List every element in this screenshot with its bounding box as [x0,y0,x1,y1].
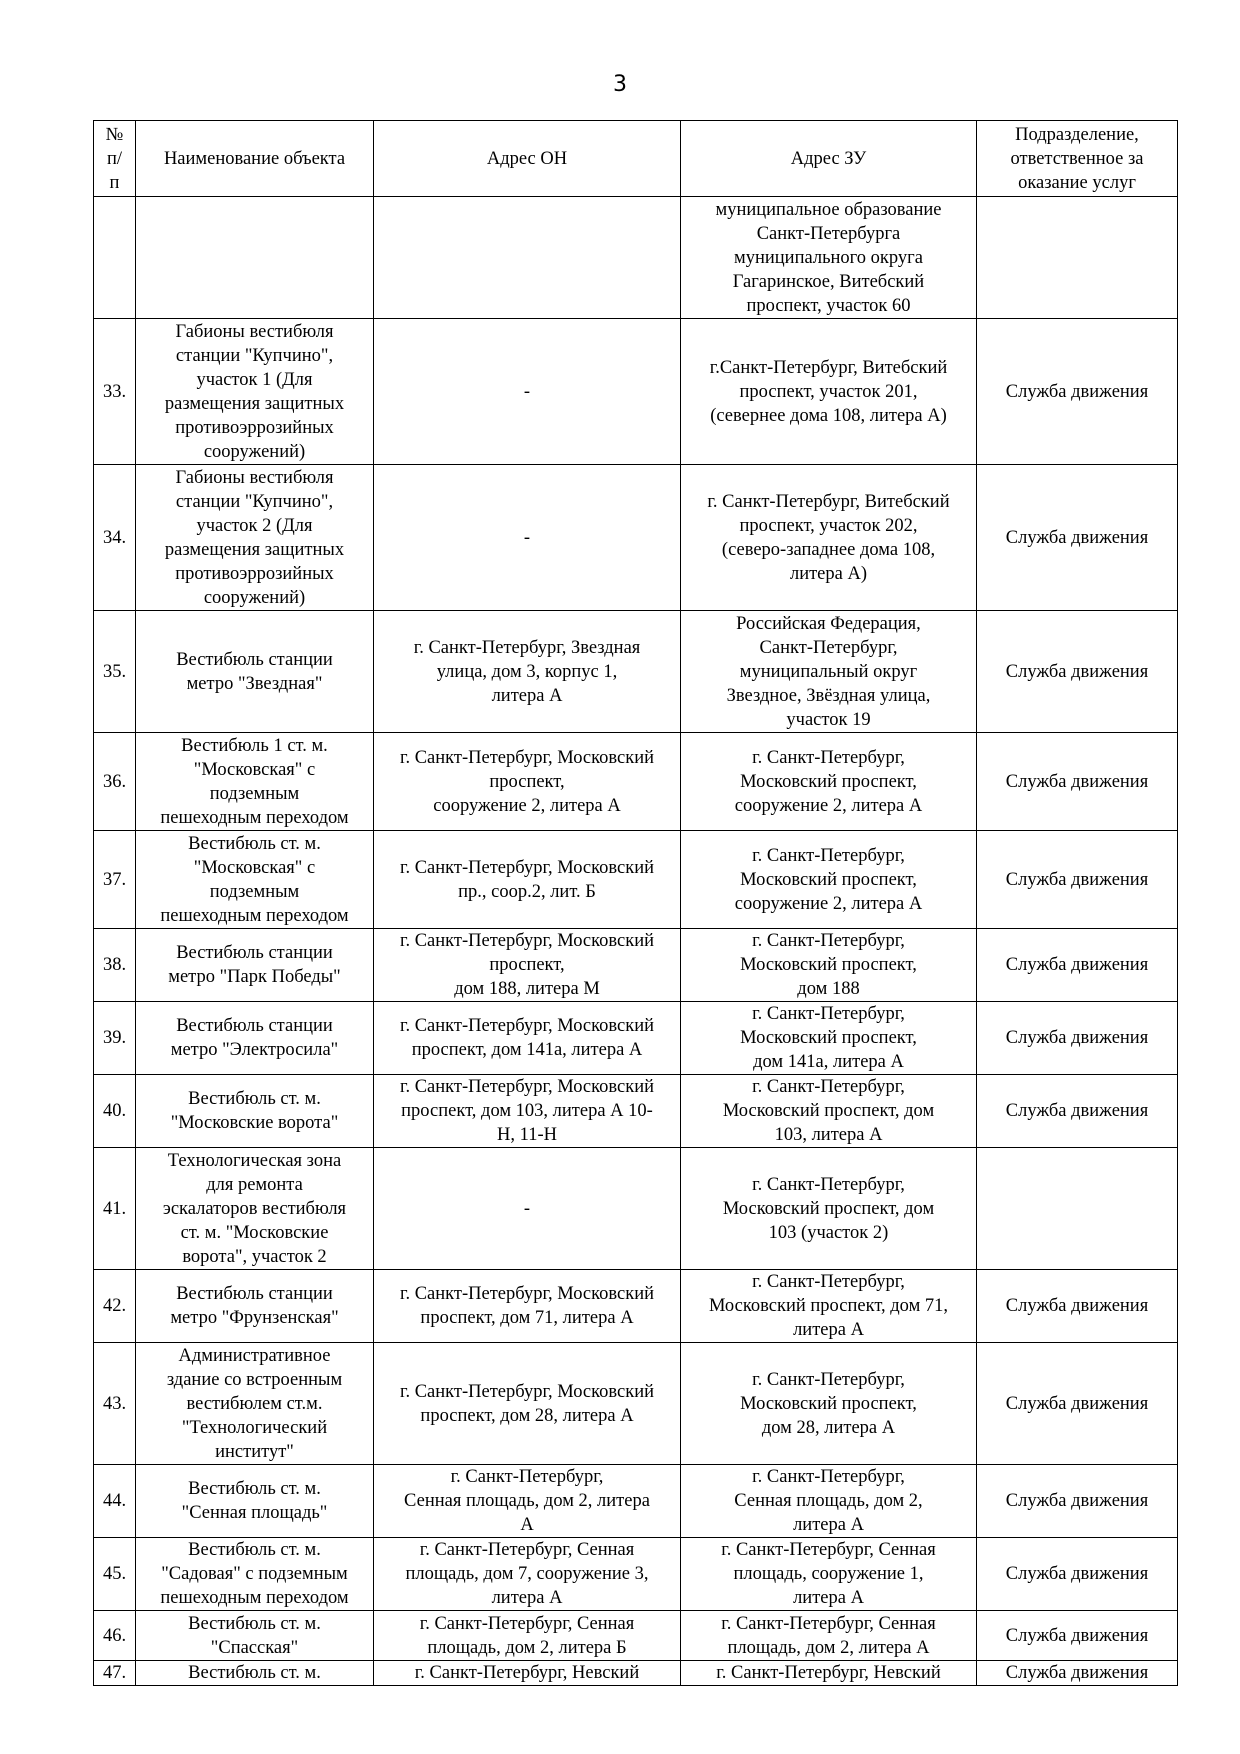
table-header-row [94,121,1178,197]
cell-division: Служба движения [977,733,1178,831]
cell-address-on: г. Санкт-Петербург, Московский проспект, сооружение 2, литера А [374,733,681,831]
header-number: № п/ п [94,121,136,197]
table-row [94,1538,1178,1611]
cell-division: Служба движения [977,1538,1178,1611]
cell-address-on: г. Санкт-Петербург, Московский проспект, дом 188, литера М [374,929,681,1002]
cell-number: 45. [94,1538,136,1611]
cell-division: Служба движения [977,929,1178,1002]
cell-address-zu: г. Санкт-Петербург, Московский проспект, сооружение 2, литера А [681,733,977,831]
cell-address-zu: г. Санкт-Петербург, Сенная площадь, дом 2, литера А [681,1465,977,1538]
cell-number [94,197,136,319]
table-row [94,1465,1178,1538]
cell-address-on: г. Санкт-Петербург, Сенная площадь, дом 2, литера Б [374,1611,681,1661]
cell-address-on: - [374,1148,681,1270]
cell-address-zu: г. Санкт-Петербург, Московский проспект, дом 188 [681,929,977,1002]
table-row [94,1611,1178,1661]
cell-division: Служба движения [977,1465,1178,1538]
table-row [94,1002,1178,1075]
cell-object-name: Вестибюль ст. м. "Московские ворота" [136,1075,374,1148]
cell-object-name: Вестибюль ст. м. "Сенная площадь" [136,1465,374,1538]
cell-object-name: Административное здание со встроенным вестибюлем ст.м. "Технологический институт" [136,1343,374,1465]
cell-address-zu: г. Санкт-Петербург, Московский проспект, дом 141а, литера А [681,1002,977,1075]
cell-address-zu: г.Санкт-Петербург, Витебский проспект, участок 201, (севернее дома 108, литера А) [681,319,977,465]
cell-address-zu: г. Санкт-Петербург, Московский проспект, дом 103, литера А [681,1075,977,1148]
cell-object-name: Технологическая зона для ремонта эскалаторов вестибюля ст. м. "Московские ворота", участок 2 [136,1148,374,1270]
cell-address-on [374,197,681,319]
cell-object-name: Вестибюль ст. м. "Садовая" с подземным пешеходным переходом [136,1538,374,1611]
cell-division: Служба движения [977,611,1178,733]
cell-address-on: г. Санкт-Петербург, Сенная площадь, дом 7, сооружение 3, литера А [374,1538,681,1611]
cell-address-on: г. Санкт-Петербург, Сенная площадь, дом 2, литера А [374,1465,681,1538]
cell-address-zu: г. Санкт-Петербург, Московский проспект, сооружение 2, литера А [681,831,977,929]
table-row [94,733,1178,831]
table-row [94,611,1178,733]
page-number: 3 [613,72,627,97]
cell-address-on: г. Санкт-Петербург, Московский проспект, дом 28, литера А [374,1343,681,1465]
cell-number: 40. [94,1075,136,1148]
cell-object-name: Вестибюль ст. м. "Спасская" [136,1611,374,1661]
cell-object-name: Габионы вестибюля станции "Купчино", участок 1 (Для размещения защитных противоэррозийных сооружений) [136,319,374,465]
cell-object-name: Вестибюль станции метро "Парк Победы" [136,929,374,1002]
cell-address-zu: г. Санкт-Петербург, Московский проспект, дом 71, литера А [681,1270,977,1343]
cell-address-on: г. Санкт-Петербург, Московский проспект, дом 141а, литера А [374,1002,681,1075]
cell-number: 42. [94,1270,136,1343]
cell-object-name: Вестибюль ст. м. "Московская" с подземным пешеходным переходом [136,831,374,929]
cell-number: 37. [94,831,136,929]
cell-number: 35. [94,611,136,733]
objects-table [93,120,1178,1686]
cell-division: Служба движения [977,1002,1178,1075]
header-address-zu: Адрес ЗУ [681,121,977,197]
cell-number: 33. [94,319,136,465]
cell-number: 46. [94,1611,136,1661]
cell-number: 39. [94,1002,136,1075]
table-row [94,929,1178,1002]
cell-number: 41. [94,1148,136,1270]
cell-address-on: г. Санкт-Петербург, Московский пр., соор.2, лит. Б [374,831,681,929]
table-row [94,319,1178,465]
cell-address-on: г. Санкт-Петербург, Невский [374,1661,681,1686]
cell-object-name: Вестибюль станции метро "Звездная" [136,611,374,733]
cell-number: 47. [94,1661,136,1686]
cell-address-zu: г. Санкт-Петербург, Московский проспект, дом 103 (участок 2) [681,1148,977,1270]
table-row [94,831,1178,929]
cell-number: 38. [94,929,136,1002]
table-row [94,1661,1178,1686]
table-row [94,1343,1178,1465]
cell-address-on: г. Санкт-Петербург, Московский проспект, дом 103, литера А 10- Н, 11-Н [374,1075,681,1148]
header-division: Подразделение, ответственное за оказание услуг [977,121,1178,197]
cell-address-zu: г. Санкт-Петербург, Московский проспект, дом 28, литера А [681,1343,977,1465]
cell-object-name: Вестибюль 1 ст. м. "Московская" с подземным пешеходным переходом [136,733,374,831]
cell-division: Служба движения [977,319,1178,465]
table-row [94,1075,1178,1148]
cell-address-zu: г. Санкт-Петербург, Невский [681,1661,977,1686]
header-address-on: Адрес ОН [374,121,681,197]
cell-number: 34. [94,465,136,611]
cell-address-on: г. Санкт-Петербург, Звездная улица, дом 3, корпус 1, литера А [374,611,681,733]
cell-address-zu: г. Санкт-Петербург, Сенная площадь, сооружение 1, литера А [681,1538,977,1611]
cell-address-on: - [374,319,681,465]
cell-division: Служба движения [977,1270,1178,1343]
cell-address-zu: муниципальное образование Санкт-Петербурга муниципального округа Гагаринское, Витебский проспект, участок 60 [681,197,977,319]
cell-object-name: Вестибюль станции метро "Электросила" [136,1002,374,1075]
table-row [94,197,1178,319]
cell-division: Служба движения [977,1611,1178,1661]
cell-object-name [136,197,374,319]
cell-division: Служба движения [977,1661,1178,1686]
cell-address-on: - [374,465,681,611]
cell-division [977,197,1178,319]
table-row [94,1148,1178,1270]
table-row [94,1270,1178,1343]
cell-address-zu: г. Санкт-Петербург, Сенная площадь, дом 2, литера А [681,1611,977,1661]
table-row [94,465,1178,611]
cell-division [977,1148,1178,1270]
cell-address-zu: г. Санкт-Петербург, Витебский проспект, участок 202, (северо-западнее дома 108, литера А) [681,465,977,611]
cell-address-zu: Российская Федерация, Санкт-Петербург, муниципальный округ Звездное, Звёздная улица, участок 19 [681,611,977,733]
cell-address-on: г. Санкт-Петербург, Московский проспект, дом 71, литера А [374,1270,681,1343]
cell-number: 44. [94,1465,136,1538]
cell-number: 36. [94,733,136,831]
cell-object-name: Вестибюль ст. м. [136,1661,374,1686]
cell-object-name: Габионы вестибюля станции "Купчино", участок 2 (Для размещения защитных противоэррозийных сооружений) [136,465,374,611]
cell-division: Служба движения [977,465,1178,611]
cell-division: Служба движения [977,1075,1178,1148]
cell-division: Служба движения [977,831,1178,929]
header-object-name: Наименование объекта [136,121,374,197]
cell-division: Служба движения [977,1343,1178,1465]
cell-object-name: Вестибюль станции метро "Фрунзенская" [136,1270,374,1343]
cell-number: 43. [94,1343,136,1465]
